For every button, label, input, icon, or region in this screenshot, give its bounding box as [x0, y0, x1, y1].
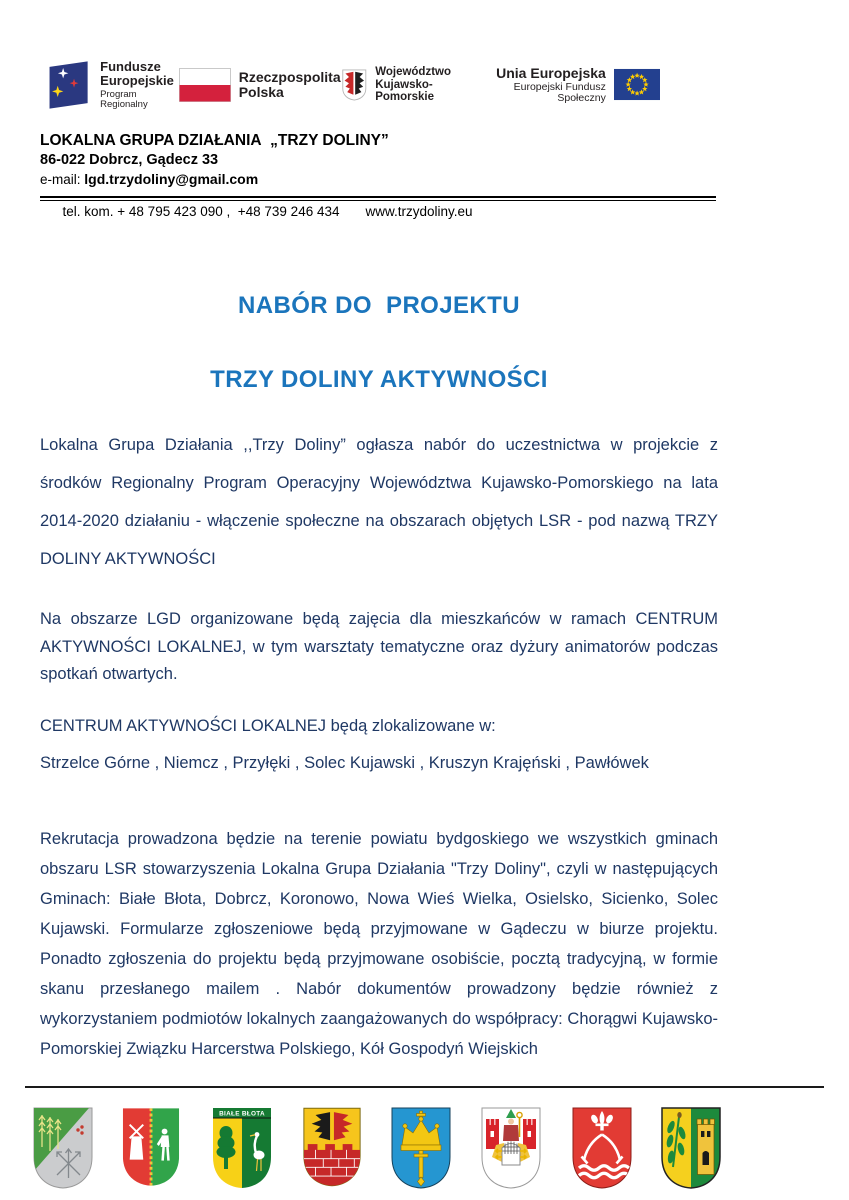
- email-address: lgd.trzydoliny@gmail.com: [84, 171, 259, 187]
- fe-logo-subtitle: Program Regionalny: [100, 88, 148, 111]
- pl-logo-line2: Polska: [238, 84, 284, 100]
- website-url: www.trzydoliny.eu: [365, 204, 473, 219]
- crest-banner-text: BIAŁE BŁOTA: [218, 1110, 265, 1118]
- document-title-line2: TRZY DOLINY AKTYWNOŚCI: [210, 366, 548, 393]
- pl-logo-line1: Rzeczpospolita: [238, 68, 341, 85]
- kujawsko-pomorskie-crest-icon: [341, 66, 368, 104]
- unia-europejska-logo: [478, 66, 660, 105]
- coat-of-arms-oak-tower-icon: [658, 1105, 724, 1191]
- coat-of-arms-towers-bishop-icon: [477, 1105, 545, 1191]
- org-address: 86-022 Dobrcz, Gądecz 33: [40, 152, 219, 168]
- document-title-line1: NABÓR DO PROJEKTU: [238, 292, 520, 319]
- fe-logo-line2: Europejskie: [100, 72, 174, 88]
- footer-rule: [25, 1086, 824, 1088]
- coat-of-arms-crown-scepter-icon: [388, 1105, 454, 1191]
- polish-flag-icon: [179, 68, 231, 102]
- phone-numbers: tel. kom. + 48 795 423 090 , +48 739 246 434: [62, 204, 340, 219]
- paragraph-activities: Na obszarze LGD organizowane będą zajęcia dla mieszkańców w ramach CENTRUM AKTYWNOŚCI LOKALNEJ, w tym warsztaty tematyczne oraz dyżury animatorów podczas spotkań otwartych.: [40, 610, 718, 683]
- coat-of-arms-windmill-sower-icon: [119, 1105, 183, 1189]
- fe-logo-line1: Fundusze: [100, 58, 161, 74]
- coat-of-arms-biale-blota-icon: [207, 1105, 277, 1191]
- paragraph-locations: Strzelce Górne , Niemcz , Przyłęki , Solec Kujawski , Kruszyn Krajęński , Pawłówek: [40, 753, 649, 772]
- fundusze-europejskie-flag-icon: [45, 56, 92, 114]
- document-body: [40, 280, 718, 1064]
- header-rule: [40, 196, 716, 201]
- rzeczpospolita-polska-logo: [179, 68, 341, 102]
- email-label: e-mail:: [40, 172, 81, 187]
- header-logos: [45, 55, 660, 115]
- coat-of-arms-wheat-arrows-icon: [30, 1105, 96, 1191]
- eu-flag-icon: [614, 67, 660, 102]
- contact-block: [40, 132, 740, 234]
- org-name: LOKALNA GRUPA DZIAŁANIA „TRZY DOLINY”: [40, 132, 389, 149]
- paragraph-intro: Lokalna Grupa Działania ,,Trzy Doliny” ogłasza nabór do uczestnictwa w projekcie z środków Regionalny Program Operacyjny Województwa Kujawsko-Pomorskiego na lata 2014-2020 działaniu - włączenie społeczne na obszarach objętych LSR - pod nazwą TRZY DOLINY AKTYWNOŚCI: [40, 436, 718, 568]
- kp-logo-line1: Województwo: [375, 66, 452, 79]
- eu-logo-title: Unia Europejska: [496, 64, 606, 81]
- eu-logo-subtitle: Europejski Fundusz Społeczny: [513, 80, 606, 105]
- paragraph-centers-heading: CENTRUM AKTYWNOŚCI LOKALNEJ będą zlokalizowane w:: [40, 716, 496, 735]
- coat-of-arms-sabers-waves-icon: [569, 1105, 635, 1191]
- wojewodztwo-kujawsko-pomorskie-logo: [341, 66, 479, 104]
- paragraph-recruitment: Rekrutacja prowadzona będzie na terenie powiatu bydgoskiego we wszystkich gminach obszaru LSR stowarzyszenia Lokalna Grupa Działania "Trzy Doliny", czyli w następujących Gminach: Białe Błota, Dobrcz, Koronowo, Nowa Wieś Wielka, Osielsko, Sicienko, Solec Kujawski. Formularze zgłoszeniowe będą przyjmowane w Gądeczu w biurze projektu. Ponadto zgłoszenia do projektu będą przyjmowane osobiście, pocztą tradycyjną, w formie skanu przesłanego mailem . Nabór dokumentów prowadzony będzie również z wykorzystaniem podmiotów lokalnych zaangażowanych do współpracy: Chorągwi Kujawsko-Pomorskiej Związku Harcerstwa Polskiego, Kół Gospodyń Wiejskich: [40, 829, 718, 1058]
- municipal-crests-row: [30, 1105, 724, 1191]
- kp-logo-line2: Kujawsko-Pomorskie: [375, 78, 435, 104]
- fundusze-europejskie-logo: [45, 56, 179, 114]
- coat-of-arms-eagles-wall-icon: [300, 1105, 364, 1189]
